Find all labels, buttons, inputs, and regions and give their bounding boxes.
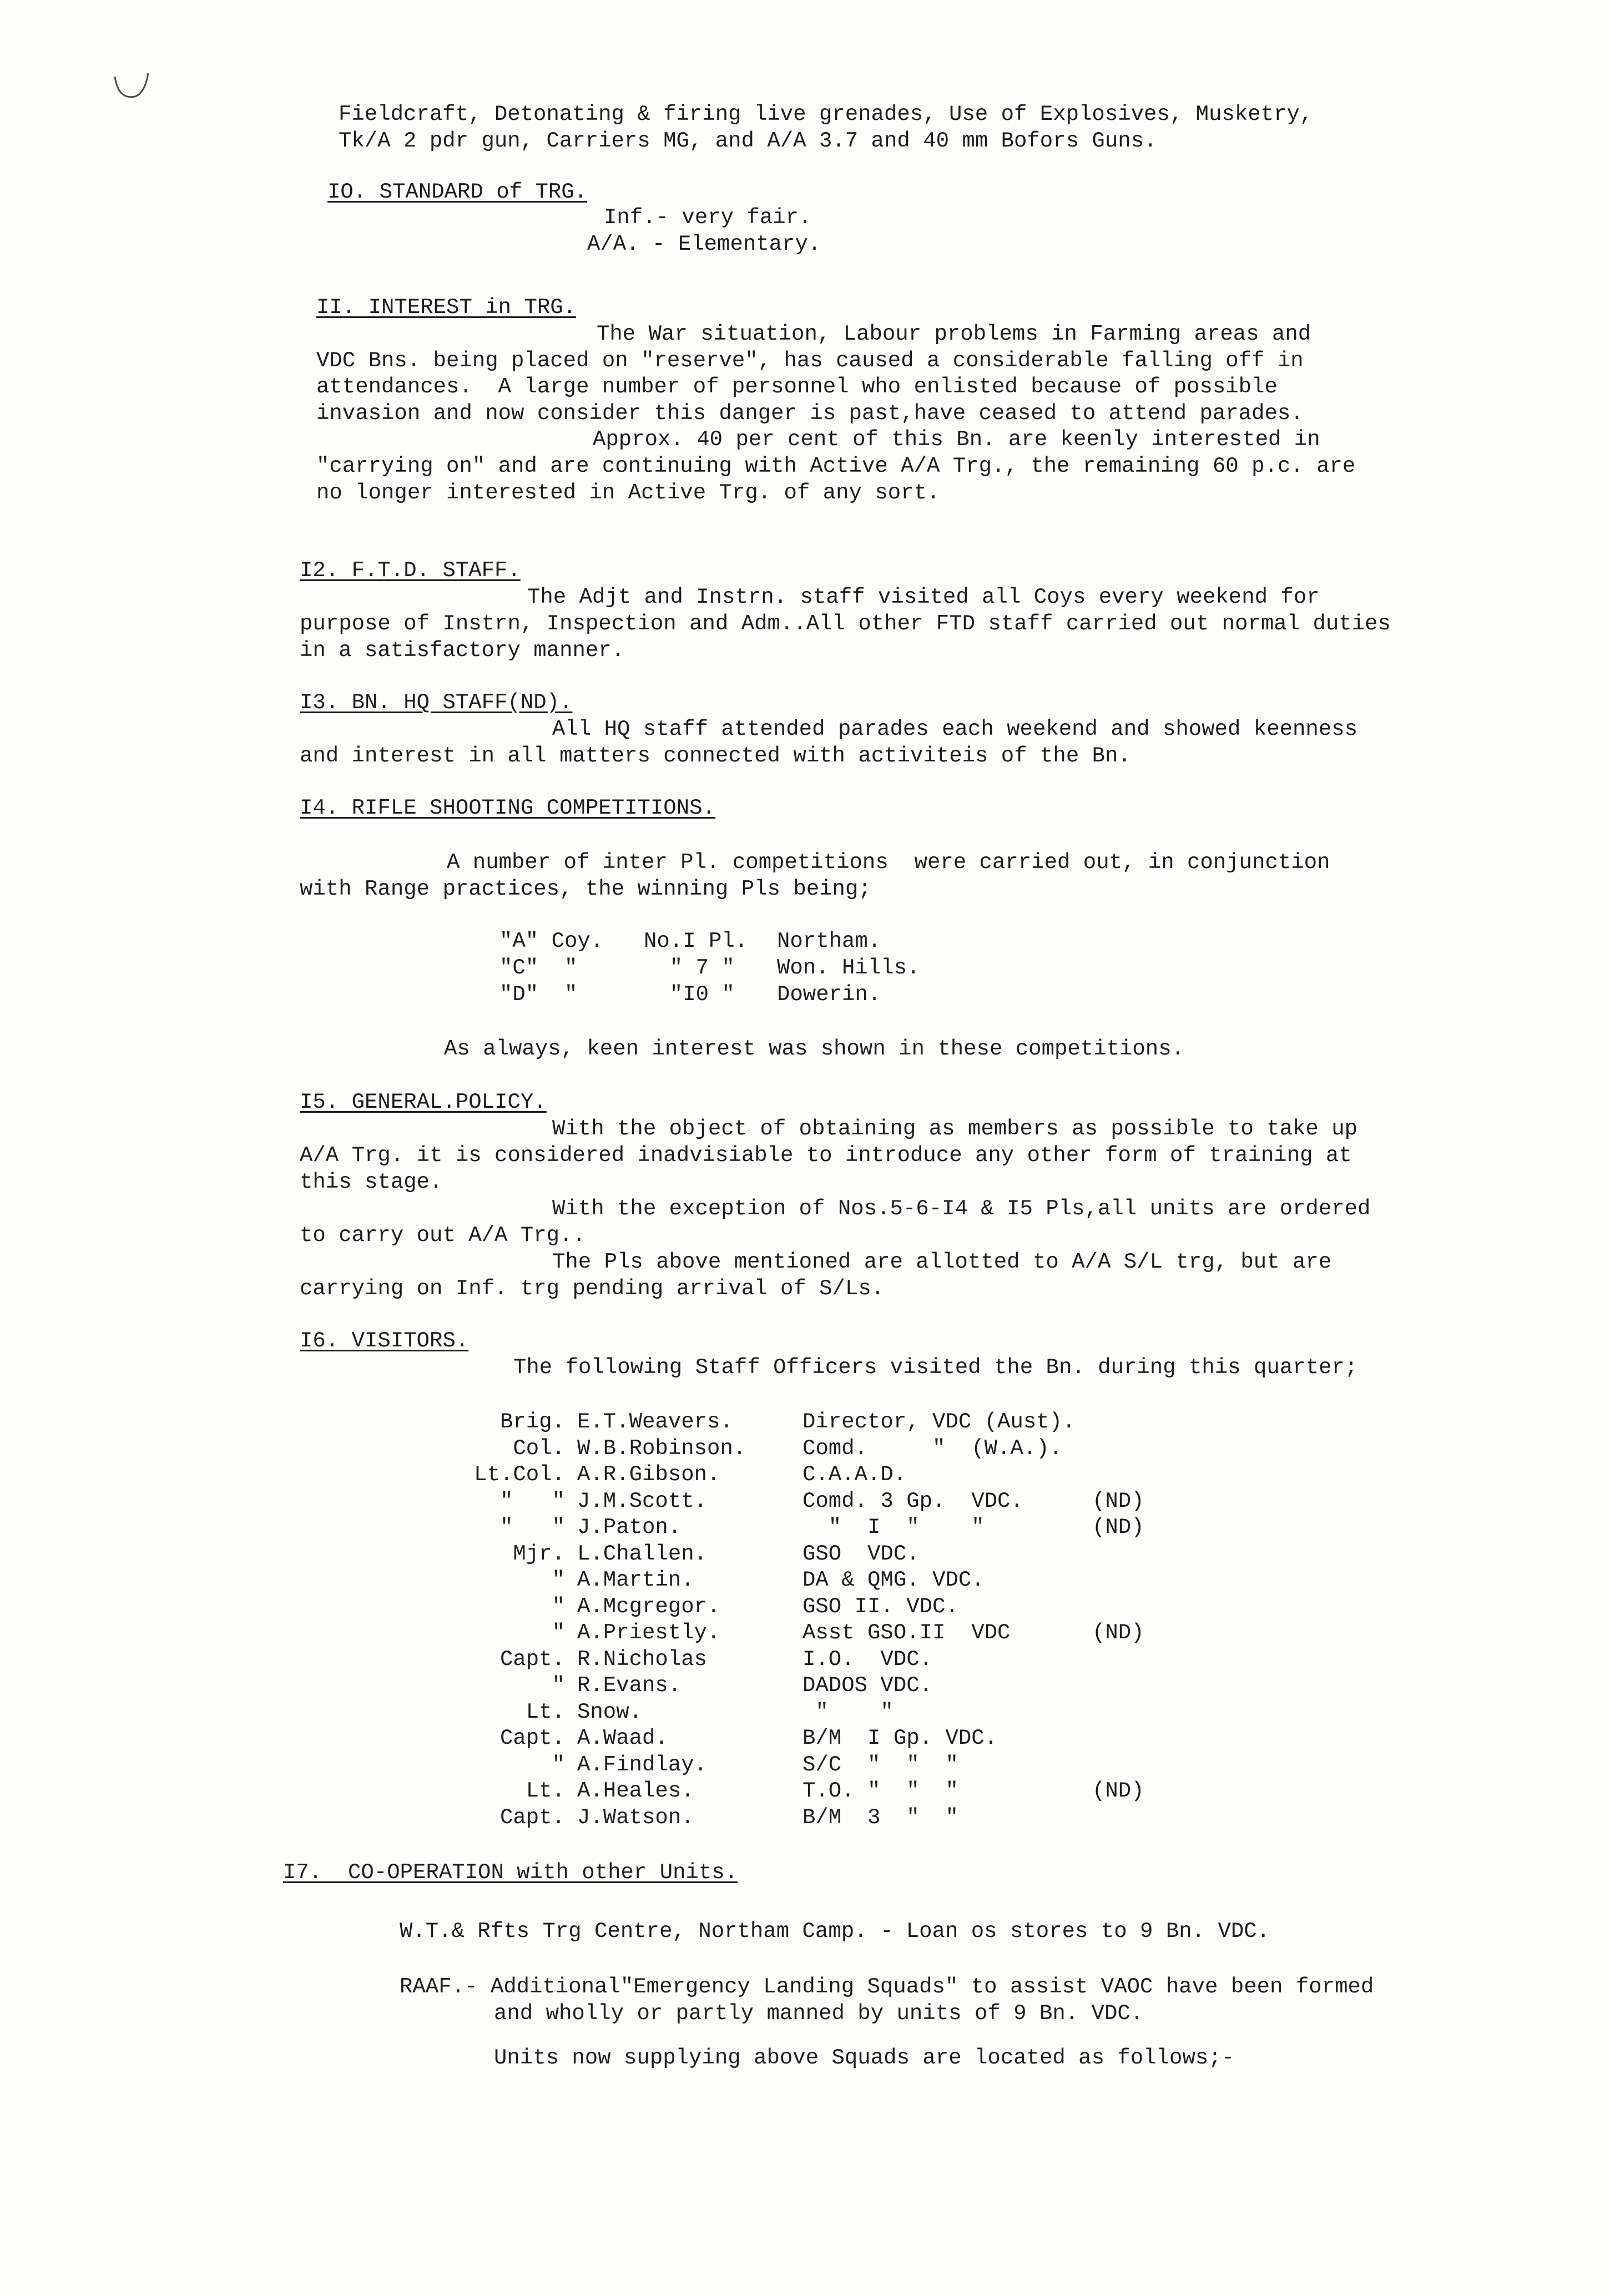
visitor-name: A.Mcgregor. <box>577 1594 720 1619</box>
visitor-name: A.Findlay. <box>577 1753 708 1777</box>
visitor-appointment: T.O. " " " <box>803 1779 958 1803</box>
visitor-appointment: Comd. 3 Gp. VDC. <box>803 1489 1023 1513</box>
intro-line-1: Fieldcraft, Detonating & firing live grenades, Use of Explosives, Musketry, <box>339 102 1313 127</box>
section-13-line-1: All HQ staff attended parades each weekend and showed keenness <box>552 717 1358 741</box>
visitor-rank: Lt. <box>526 1700 565 1724</box>
winner-pl-2: " 7 " <box>644 956 735 980</box>
visitor-rank: Lt.Col. <box>474 1462 565 1487</box>
section-11-line-4: invasion and now consider this danger is past,have ceased to attend parades. <box>316 401 1304 426</box>
section-12-heading: I2. F.T.D. STAFF. <box>300 558 521 583</box>
visitor-appointment: S/C " " " <box>803 1753 958 1777</box>
section-11-line-3: attendances. A large number of personnel who enlisted because of possible <box>316 375 1278 399</box>
section-10-line-2: A/A. - Elementary. <box>587 232 821 256</box>
visitor-name: A.Heales. <box>577 1779 694 1803</box>
visitor-appointment: B/M I Gp. VDC. <box>803 1726 998 1750</box>
visitor-appointment: " " <box>803 1700 894 1724</box>
visitor-name: L.Challen. <box>577 1542 708 1566</box>
visitor-rank: Capt. <box>499 1805 565 1830</box>
visitor-appointment: Asst GSO.II VDC <box>803 1621 1011 1645</box>
visitor-name: W.B.Robinson. <box>577 1436 746 1461</box>
section-15-line-2: A/A Trg. it is considered inadvisiable to introduce any other form of training at <box>300 1143 1352 1168</box>
section-15-line-5: to carry out A/A Trg.. <box>300 1223 586 1248</box>
section-11-line-2: VDC Bns. being placed on "reserve", has caused a considerable falling off in <box>316 349 1304 373</box>
visitor-nd-flag: (ND) <box>1092 1779 1144 1803</box>
visitor-appointment: GSO II. VDC. <box>803 1594 958 1619</box>
visitor-appointment: GSO VDC. <box>803 1542 920 1566</box>
visitor-appointment: B/M 3 " " <box>803 1805 958 1830</box>
section-16-intro: The following Staff Officers visited the Bn. during this quarter; <box>513 1355 1358 1380</box>
section-12-line-3: in a satisfactory manner. <box>300 638 625 663</box>
winner-place-3: Dowerin. <box>777 982 881 1007</box>
visitor-appointment: Director, VDC (Aust). <box>803 1410 1076 1434</box>
section-12-line-1: The Adjt and Instrn. staff visited all Coys every weekend for <box>527 585 1320 609</box>
section-15-line-4: With the exception of Nos.5-6-I4 & I5 Pls,all units are ordered <box>552 1197 1371 1221</box>
section-12-line-2: purpose of Instrn, Inspection and Adm..All other FTD staff carried out normal duties <box>300 612 1391 636</box>
visitor-rank: " <box>552 1594 565 1619</box>
section-16-heading: I6. VISITORS. <box>300 1329 469 1353</box>
section-11-line-1: The War situation, Labour problems in Farming areas and <box>597 322 1311 346</box>
visitor-appointment: DADOS VDC. <box>803 1673 933 1698</box>
section-15-heading: I5. GENERAL.POLICY. <box>300 1090 547 1114</box>
visitor-name: A.Martin. <box>577 1568 694 1592</box>
intro-line-2: Tk/A 2 pdr gun, Carriers MG, and A/A 3.7 and 40 mm Bofors Guns. <box>339 129 1157 153</box>
section-15-line-1: With the object of obtaining as members as possible to take up <box>552 1117 1358 1141</box>
visitor-name: A.Waad. <box>577 1726 668 1750</box>
visitor-nd-flag: (ND) <box>1092 1515 1144 1540</box>
winner-pl-1: No.I Pl. <box>644 929 748 953</box>
section-17-units-line: Units now supplying above Squads are located as follows;- <box>494 2046 1235 2070</box>
winner-coy-2: "C" " <box>499 956 578 980</box>
section-11-line-5: Approx. 40 per cent of this Bn. are keenly interested in <box>593 427 1320 452</box>
section-15-line-3: this stage. <box>300 1170 443 1194</box>
visitor-name: J.M.Scott. <box>577 1489 708 1513</box>
visitor-rank: Col. <box>513 1436 565 1461</box>
visitor-appointment: DA & QMG. VDC. <box>803 1568 985 1592</box>
section-13-heading: I3. BN. HQ STAFF(ND). <box>300 690 573 715</box>
section-14-closing: As always, keen interest was shown in these competitions. <box>444 1037 1185 1061</box>
section-14-line-2: with Range practices, the winning Pls being; <box>300 877 871 901</box>
visitor-appointment: I.O. VDC. <box>803 1647 933 1672</box>
section-13-line-2: and interest in all matters connected with activiteis of the Bn. <box>300 744 1131 768</box>
winner-place-1: Northam. <box>777 929 881 953</box>
visitor-appointment: Comd. " (W.A.). <box>803 1436 1063 1461</box>
visitor-rank: " <box>552 1753 565 1777</box>
winner-coy-1: "A" Coy. <box>499 929 604 953</box>
visitor-rank: Mjr. <box>513 1542 565 1566</box>
visitor-name: E.T.Weavers. <box>577 1410 733 1434</box>
section-17-raaf-line-1: RAAF.- Additional"Emergency Landing Squads" to assist VAOC have been formed <box>400 1975 1374 1999</box>
visitor-rank: Brig. <box>499 1410 565 1434</box>
section-17-raaf-line-2: and wholly or partly manned by units of 9 Bn. VDC. <box>494 2001 1144 2026</box>
section-11-heading: II. INTEREST in TRG. <box>316 295 577 320</box>
visitor-name: A.R.Gibson. <box>577 1462 720 1487</box>
corner-mark <box>108 65 153 104</box>
visitor-name: J.Paton. <box>577 1515 682 1540</box>
winner-pl-3: "I0 " <box>644 982 735 1007</box>
section-14-heading: I4. RIFLE SHOOTING COMPETITIONS. <box>300 796 715 820</box>
section-10-line-1: Inf.- very fair. <box>604 205 812 230</box>
visitor-appointment: C.A.A.D. <box>803 1462 907 1487</box>
winner-coy-3: "D" " <box>499 982 578 1007</box>
section-15-line-6: The Pls above mentioned are allotted to A/A S/L trg, but are <box>552 1250 1332 1274</box>
visitor-rank: " <box>552 1621 565 1645</box>
visitor-rank: Capt. <box>499 1726 565 1750</box>
section-17-heading: I7. CO-OPERATION with other Units. <box>283 1860 738 1885</box>
visitor-name: R.Evans. <box>577 1673 682 1698</box>
visitor-name: Snow. <box>577 1700 643 1724</box>
visitor-appointment: " I " " <box>803 1515 985 1540</box>
visitor-rank: Capt. <box>499 1647 565 1672</box>
visitor-rank: " " <box>499 1489 565 1513</box>
visitor-rank: " <box>552 1568 565 1592</box>
visitor-rank: Lt. <box>526 1779 565 1803</box>
section-17-training-centre: W.T.& Rfts Trg Centre, Northam Camp. - Loan os stores to 9 Bn. VDC. <box>400 1919 1270 1944</box>
section-10-heading: IO. STANDARD of TRG. <box>327 180 588 204</box>
section-11-line-6: "carrying on" and are continuing with Active A/A Trg., the remaining 60 p.c. are <box>316 454 1356 478</box>
section-14-line-1: A number of inter Pl. competitions were carried out, in conjunction <box>447 850 1330 875</box>
visitor-rank: " " <box>499 1515 565 1540</box>
visitor-nd-flag: (ND) <box>1092 1489 1144 1513</box>
visitor-name: J.Watson. <box>577 1805 694 1830</box>
visitor-nd-flag: (ND) <box>1092 1621 1144 1645</box>
winner-place-2: Won. Hills. <box>777 956 920 980</box>
visitor-rank: " <box>552 1673 565 1698</box>
section-11-line-7: no longer interested in Active Trg. of any sort. <box>316 481 940 505</box>
visitor-name: A.Priestly. <box>577 1621 720 1645</box>
visitor-name: R.Nicholas <box>577 1647 708 1672</box>
section-15-line-7: carrying on Inf. trg pending arrival of S/Ls. <box>300 1276 885 1301</box>
